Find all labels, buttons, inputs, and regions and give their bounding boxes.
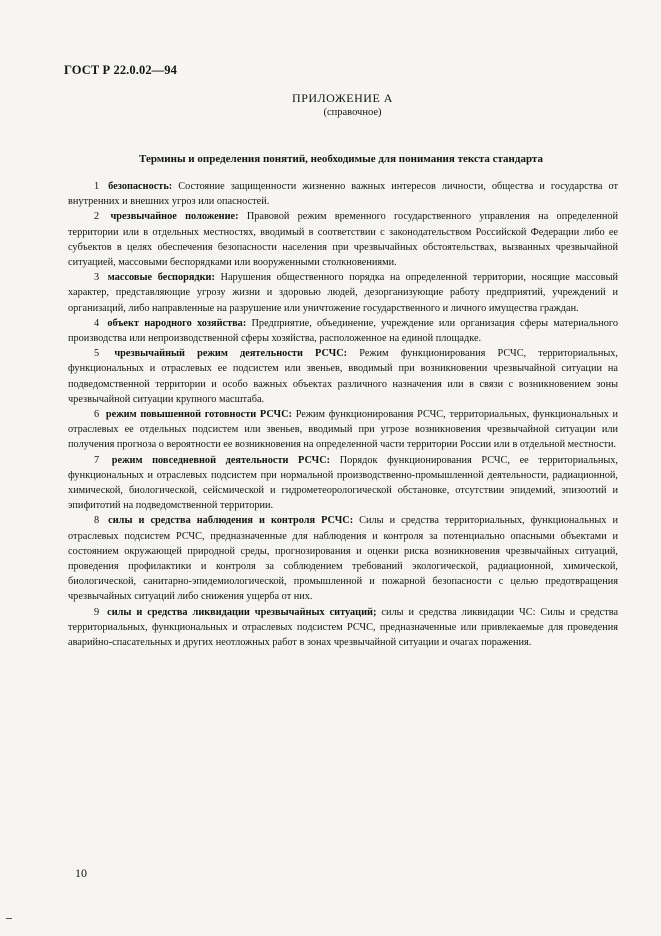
appendix-note: (справочное) (323, 107, 382, 118)
term-definition: Состояние защищенности жизненно важных интересов личности, общества и государства от внутренних и внешних угроз или опасностей. (68, 181, 619, 208)
term-name: объект народного хозяйства: (107, 317, 247, 329)
term-definition: Режим функционирования РСЧС, территориальных, функциональных и отраслевых ее подсистем или звеньев, вводимый при возникновении чрезвычайной ситуации на подведомственной территории и особо важных объектах различного назначения или в связи с возникновением зоны чрезвычайной ситуации крупного масштаба. (68, 348, 619, 405)
term-number: 2 (94, 211, 100, 223)
term-number: 9 (94, 606, 100, 618)
scan-edge-mark (6, 918, 12, 919)
term-number: 7 (94, 454, 100, 466)
term-9 (68, 605, 618, 651)
term-4 (68, 316, 618, 346)
term-8 (68, 513, 618, 604)
term-definition: Порядок функционирования РСЧС, ее территориальных, функциональных и отраслевых подсистем при нормальной производственно-промышленной деятельности, радиационной, химической, биологической, сейсмической и гидрометеорологической обстановке, отсутствии эпидемий, эпизоотий и эпифитотий на подведомственной территории. (68, 454, 618, 512)
term-name: безопасность: (108, 181, 173, 192)
term-name: силы и средства наблюдения и контроля РСЧС: (108, 515, 354, 527)
term-name: чрезвычайный режим деятельности РСЧС: (114, 348, 348, 360)
term-number: 4 (94, 317, 100, 329)
section-heading: Термины и определения понятий, необходимые для понимания текста стандарта (139, 153, 543, 165)
document-code: ГОСТ Р 22.0.02—94 (64, 63, 177, 77)
term-number: 3 (94, 272, 100, 284)
term-1 (68, 179, 618, 209)
term-definition: Предприятие, объединение, учреждение или организация сферы материального производства или непроизводственной сферы хозяйства, расположенное на единой площадке. (68, 317, 618, 345)
term-number: 1 (94, 181, 100, 192)
terms-list (68, 179, 618, 650)
term-name: силы и средства ликвидации чрезвычайных ситуаций; (107, 606, 377, 618)
term-5 (68, 346, 618, 407)
term-name: массовые беспорядки: (107, 272, 215, 284)
term-name: режим повышенной готовности РСЧС: (105, 409, 292, 421)
term-definition: Режим функционирования РСЧС, территориальных, функциональных и отраслевых ее отдельных подсистем или звеньев, вводимый при угрозе возникновения чрезвычайной ситуации или получения прогноза о вероятности ее возникновения на определенной части территории России или в отдельной местности. (68, 409, 618, 451)
term-7 (68, 453, 618, 514)
term-6 (68, 407, 618, 453)
term-3 (68, 270, 618, 316)
term-definition: Силы и средства территориальных, функциональных и отраслевых подсистем РСЧС, предназначенные для наблюдения и контроля за потенциально опасными объектами и состоянием окружающей природной среды, прогнозирования и оценки риска возникновения чрезвычайных ситуаций, проведения профилактики и контроля за соблюдением требований экологической, радиационной, химической, биологической, санитарно-эпидемиологической, промышленной и пожарной безопасности с целью предотвращения чрезвычайных ситуаций либо снижения ущерба от них. (68, 515, 618, 603)
term-definition: Нарушения общественного порядка на определенной территории, носящие массовый характер, представляющие угрозу жизни и здоровью людей, дезорганизующие работу предприятий, учреждений и организаций, либо направленные на разрушение или уничтожение государственного и личного имущества граждан. (68, 272, 618, 314)
term-number: 6 (94, 409, 100, 421)
term-definition: Правовой режим временного государственного управления на определенной территории или в отдельных местностях, вводимый в соответствии с законодательством Российской Федерации либо ее субъектов в целях обеспечения безопасности населения при чрезвычайных обстоятельствах, вызванных чрезвычайной ситуацией, массовыми беспорядками или вооруженными столкновениями. (68, 211, 618, 269)
term-name: режим повседневной деятельности РСЧС: (111, 454, 331, 466)
term-definition: силы и средства ликвидации ЧС: Силы и средства территориальных, функциональных и отраслевых подсистем РСЧС, предназначенные или привлекаемые для проведения аварийно-спасательных и других неотложных работ в зонах чрезвычайной ситуации и очагах поражения. (68, 606, 619, 649)
page-number: 10 (75, 866, 87, 880)
term-number: 5 (94, 348, 100, 360)
term-2 (68, 209, 618, 270)
term-number: 8 (94, 515, 100, 527)
appendix-title: ПРИЛОЖЕНИЕ А (292, 91, 393, 105)
term-name: чрезвычайное положение: (110, 211, 239, 223)
